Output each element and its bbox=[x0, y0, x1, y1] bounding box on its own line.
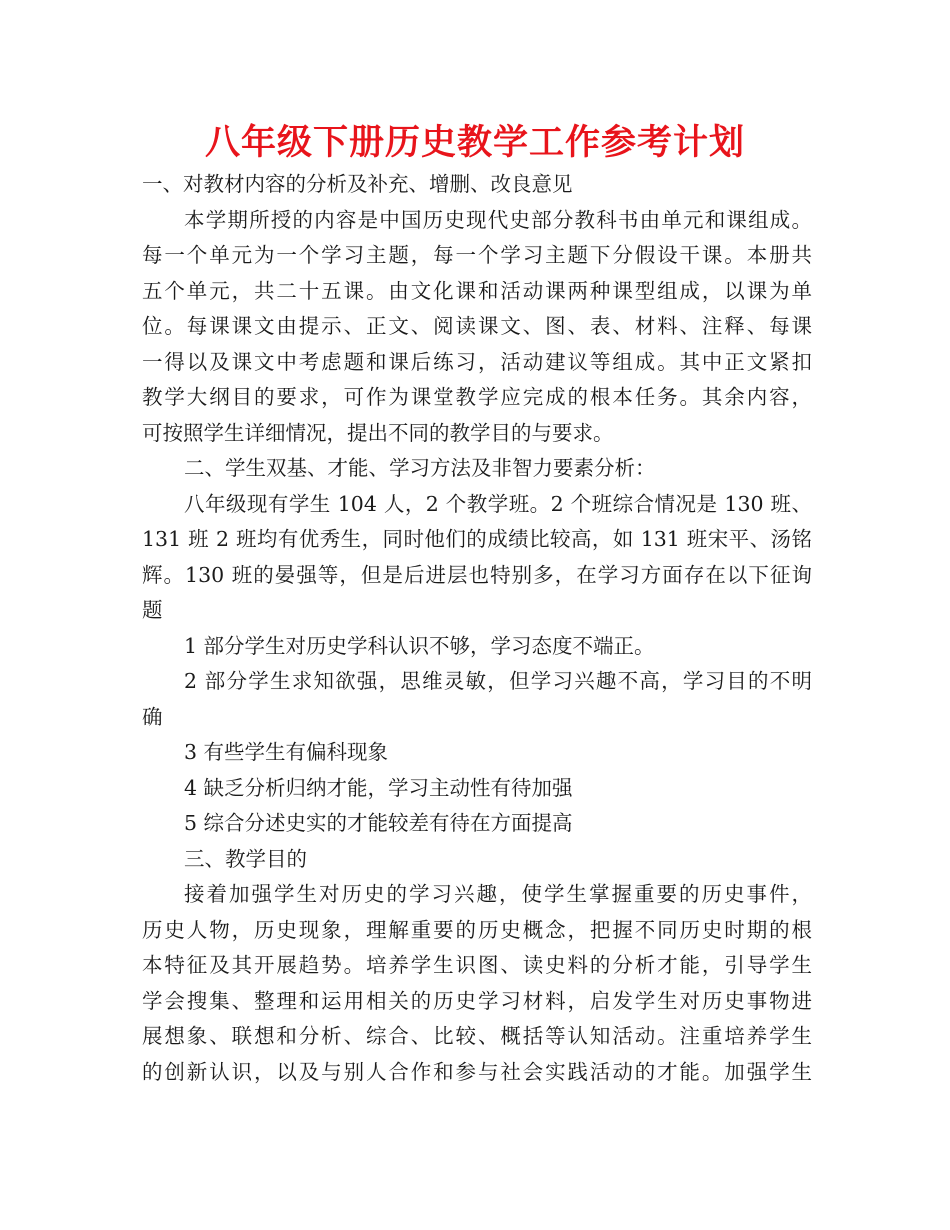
list-item: 5 综合分述史实的才能较差有待在方面提高 bbox=[184, 811, 573, 835]
paragraph-line: 题 bbox=[142, 598, 163, 622]
paragraph-line: 位。每课课文由提示、正文、阅读课文、图、表、材料、注释、每课 bbox=[142, 314, 812, 338]
list-item: 3 有些学生有偏科现象 bbox=[184, 740, 389, 764]
paragraph-line: 五个单元，共二十五课。由文化课和活动课两种课型组成，以课为单 bbox=[142, 278, 812, 303]
paragraph-line: 辉。130 班的晏强等，但是后进层也特别多，在学习方面存在以下征询 bbox=[142, 562, 812, 587]
section-heading: 一、对教材内容的分析及补充、增删、改良意见 bbox=[142, 172, 573, 196]
list-item-continuation: 确 bbox=[142, 704, 163, 729]
paragraph-line: 131 班 2 班均有优秀生，同时他们的成绩比较高，如 131 班宋平、汤铭 bbox=[142, 527, 812, 551]
section-heading: 二、学生双基、才能、学习方法及非智力要素分析： bbox=[184, 456, 656, 480]
section-heading: 三、教学目的 bbox=[184, 846, 307, 871]
list-item: 4 缺乏分析归纳才能，学习主动性有待加强 bbox=[184, 775, 573, 800]
list-item: 2 部分学生求知欲强，思维灵敏，但学习兴趣不高，学习目的不明 bbox=[184, 669, 812, 693]
paragraph-line: 的创新认识，以及与别人合作和参与社会实践活动的才能。加强学生 bbox=[142, 1059, 812, 1084]
paragraph-line: 本学期所授的内容是中国历史现代史部分教科书由单元和课组成。 bbox=[184, 207, 812, 232]
paragraph-line: 接着加强学生对历史的学习兴趣，使学生掌握重要的历史事件， bbox=[184, 882, 812, 906]
document-body bbox=[142, 167, 812, 1090]
paragraph-line: 展想象、联想和分析、综合、比较、概括等认知活动。注重培养学生 bbox=[142, 1024, 812, 1048]
paragraph-line: 一得以及课文中考虑题和课后练习，活动建议等组成。其中正文紧扣 bbox=[142, 349, 812, 374]
paragraph-line: 本特征及其开展趋势。培养学生识图、读史料的分析才能，引导学生 bbox=[142, 953, 812, 977]
list-item: 1 部分学生对历史学科认识不够，学习态度不端正。 bbox=[184, 633, 655, 658]
paragraph-line: 学会搜集、整理和运用相关的历史学习材料，启发学生对历史事物进 bbox=[142, 988, 812, 1013]
document-title: 八年级下册历史教学工作参考计划 bbox=[204, 123, 745, 163]
paragraph-line: 可按照学生详细情况，提出不同的教学目的与要求。 bbox=[142, 420, 614, 445]
paragraph-line: 每一个单元为一个学习主题，每一个学习主题下分假设干课。本册共 bbox=[142, 243, 812, 267]
paragraph-line: 历史人物，历史现象，理解重要的历史概念，把握不同历史时期的根 bbox=[142, 917, 812, 942]
paragraph-line: 八年级现有学生 104 人，2 个教学班。2 个班综合情况是 130 班、 bbox=[184, 491, 812, 516]
paragraph-line: 教学大纲目的要求，可作为课堂教学应完成的根本任务。其余内容， bbox=[142, 385, 812, 409]
